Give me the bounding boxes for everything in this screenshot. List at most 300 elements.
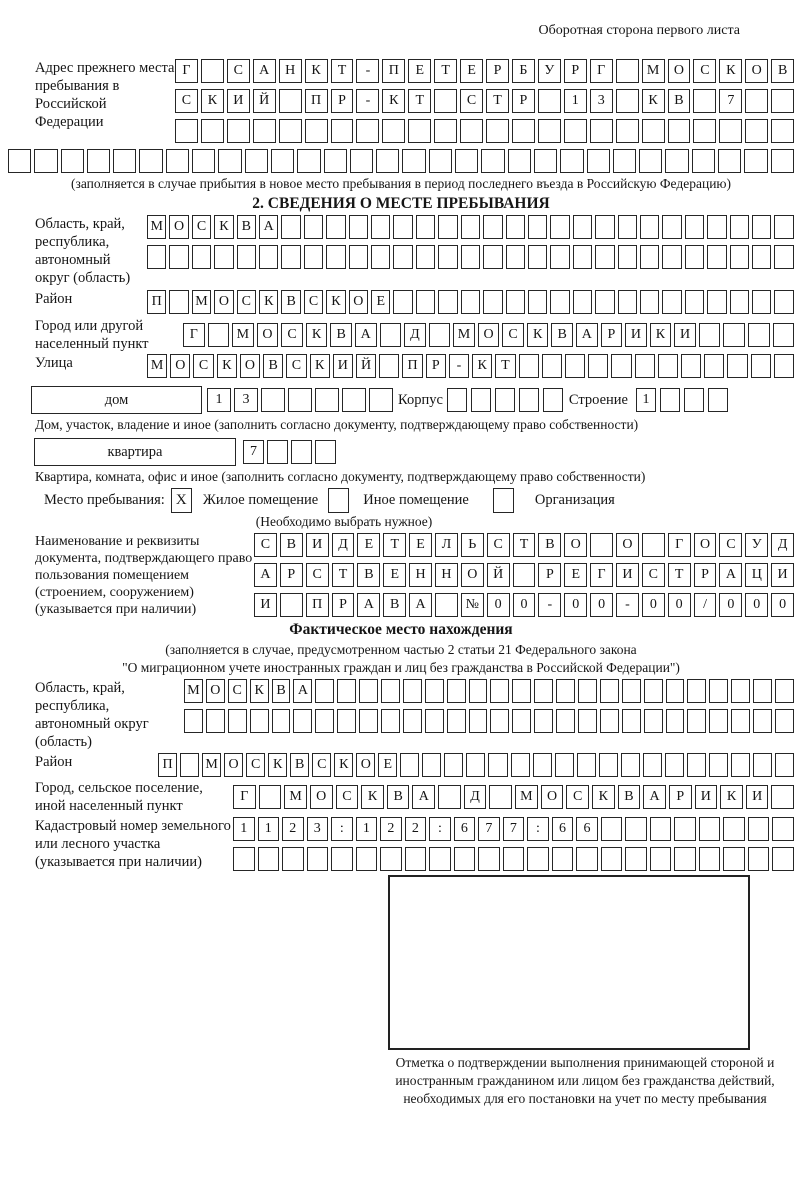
char-cell: [665, 149, 688, 173]
confirmation-stamp-box: [388, 875, 750, 1050]
char-cell: [556, 709, 575, 733]
char-cell: П: [158, 753, 177, 777]
char-cell: [684, 388, 704, 412]
char-cell: К: [592, 785, 615, 809]
char-cell: [639, 149, 662, 173]
char-cell: В: [618, 785, 641, 809]
char-cell: М: [192, 290, 211, 314]
cadastral-label: Кадастровый номер земельного или лесного участка (указывается при наличии): [35, 818, 231, 870]
char-cell: [618, 290, 637, 314]
char-cell: 0: [719, 593, 742, 617]
char-cell: [550, 245, 569, 269]
prev-address-cells-row1: [175, 59, 794, 83]
actual-district-label: Район: [35, 754, 73, 770]
char-cell: [169, 290, 188, 314]
char-cell: Г: [233, 785, 256, 809]
char-cell: [538, 119, 561, 143]
actual-region-label: Область, край, республика, автономный округ (область): [35, 680, 149, 750]
char-cell: А: [412, 785, 435, 809]
char-cell: [622, 709, 641, 733]
char-cell: [259, 245, 278, 269]
char-cell: [489, 785, 512, 809]
char-cell: [588, 354, 608, 378]
char-cell: К: [268, 753, 287, 777]
char-cell: [469, 709, 488, 733]
char-cell: И: [227, 89, 250, 113]
char-cell: [379, 354, 399, 378]
prev-address-block: [8, 59, 794, 143]
char-cell: [466, 753, 485, 777]
char-cell: У: [538, 59, 561, 83]
char-cell: [342, 388, 366, 412]
char-cell: В: [272, 679, 291, 703]
char-cell: Д: [332, 533, 355, 557]
char-cell: С: [642, 563, 665, 587]
char-cell: [748, 847, 770, 871]
char-cell: [771, 119, 794, 143]
char-cell: [258, 847, 280, 871]
actual-city-label: Город, сельское поселение, иной населенный пункт: [35, 780, 203, 814]
char-cell: [773, 323, 795, 347]
char-cell: [512, 119, 535, 143]
char-cell: [506, 215, 525, 239]
char-cell: [282, 847, 304, 871]
char-cell: И: [254, 593, 277, 617]
char-cell: [371, 215, 390, 239]
char-cell: [699, 817, 721, 841]
char-cell: [666, 679, 685, 703]
char-cell: М: [453, 323, 475, 347]
char-cell: [147, 245, 166, 269]
char-cell: [416, 215, 435, 239]
char-cell: [751, 354, 771, 378]
char-cell: Р: [331, 89, 354, 113]
char-cell: В: [281, 290, 300, 314]
char-cell: [625, 847, 647, 871]
char-cell: С: [487, 533, 510, 557]
char-cell: [434, 119, 457, 143]
char-cell: [744, 149, 767, 173]
char-cell: П: [306, 593, 329, 617]
char-cell: [512, 709, 531, 733]
char-cell: [34, 149, 57, 173]
char-cell: [731, 679, 750, 703]
char-cell: [753, 709, 772, 733]
char-cell: 7: [719, 89, 742, 113]
char-cell: 7: [478, 817, 500, 841]
char-cell: [685, 290, 704, 314]
char-cell: С: [304, 290, 323, 314]
section2-city-block: [8, 317, 794, 353]
char-cell: О: [214, 290, 233, 314]
section2-street-cells: [147, 354, 794, 378]
char-cell: А: [576, 323, 598, 347]
char-cell: [707, 215, 726, 239]
char-cell: Г: [668, 533, 691, 557]
char-cell: [687, 753, 706, 777]
char-cell: [565, 354, 585, 378]
cadastral-grids: [233, 817, 794, 871]
char-cell: [253, 119, 276, 143]
section2-region-block: [8, 215, 794, 287]
char-cell: [280, 593, 303, 617]
char-cell: [272, 709, 291, 733]
char-cell: [564, 119, 587, 143]
char-cell: [534, 149, 557, 173]
char-cell: Г: [590, 59, 613, 83]
char-cell: [613, 149, 636, 173]
char-cell: В: [280, 533, 303, 557]
char-cell: [350, 149, 373, 173]
char-cell: С: [336, 785, 359, 809]
char-cell: [772, 817, 794, 841]
char-cell: [644, 679, 663, 703]
actual-region-cells-row2: [184, 709, 794, 733]
char-cell: 2: [282, 817, 304, 841]
char-cell: [495, 388, 515, 412]
char-cell: Н: [279, 59, 302, 83]
char-cell: [435, 593, 458, 617]
char-cell: [662, 215, 681, 239]
char-cell: [416, 290, 435, 314]
char-cell: [281, 245, 300, 269]
char-cell: [771, 149, 794, 173]
char-cell: [288, 388, 312, 412]
char-cell: К: [382, 89, 405, 113]
char-cell: [687, 709, 706, 733]
char-cell: [488, 753, 507, 777]
char-cell: [359, 709, 378, 733]
char-cell: [692, 149, 715, 173]
char-cell: [324, 149, 347, 173]
char-cell: [774, 290, 793, 314]
char-cell: [752, 215, 771, 239]
char-cell: К: [305, 59, 328, 83]
char-cell: С: [227, 59, 250, 83]
char-cell: [376, 149, 399, 173]
char-cell: -: [356, 89, 379, 113]
char-cell: [616, 119, 639, 143]
char-cell: [666, 709, 685, 733]
char-cell: [640, 215, 659, 239]
checkbox-other-premises: [328, 488, 349, 513]
char-cell: [550, 215, 569, 239]
page-corner-note: Оборотная сторона первого листа: [538, 23, 740, 38]
cadastral-cells-row2: [233, 847, 794, 871]
char-cell: [642, 119, 665, 143]
char-cell: О: [478, 323, 500, 347]
char-cell: [752, 245, 771, 269]
cadastral-block: [8, 817, 794, 871]
char-cell: Н: [409, 563, 432, 587]
char-cell: [506, 290, 525, 314]
char-cell: [542, 354, 562, 378]
char-cell: К: [250, 679, 269, 703]
char-cell: [166, 149, 189, 173]
char-cell: [662, 290, 681, 314]
char-cell: И: [306, 533, 329, 557]
section2-city-cells: [183, 323, 794, 347]
char-cell: [326, 215, 345, 239]
char-cell: [578, 709, 597, 733]
char-cell: [486, 119, 509, 143]
checkbox-residential: X: [171, 488, 192, 513]
char-cell: О: [169, 215, 188, 239]
actual-location-title: Фактическое место нахождения: [289, 621, 513, 638]
char-cell: :: [331, 817, 353, 841]
char-cell: [139, 149, 162, 173]
char-cell: Е: [383, 563, 406, 587]
char-cell: [315, 709, 334, 733]
char-cell: [622, 679, 641, 703]
char-cell: [359, 679, 378, 703]
char-cell: -: [449, 354, 469, 378]
house-number-cells: [207, 388, 393, 412]
stroenie-label: Строение: [568, 392, 628, 408]
char-cell: 0: [564, 593, 587, 617]
actual-location-subtitle1: (заполняется в случае, предусмотренном частью 2 статьи 21 Федерального закона: [165, 642, 637, 657]
house-note: Дом, участок, владение и иное (заполнить согласно документу, подтверждающему право собственности): [35, 417, 639, 432]
char-cell: С: [175, 89, 198, 113]
char-cell: 2: [380, 817, 402, 841]
char-cell: [699, 847, 721, 871]
document-cells-row3: [254, 593, 794, 617]
document-block: [8, 533, 794, 618]
apartment-row: [8, 438, 794, 466]
char-cell: [573, 245, 592, 269]
option-organization-label: Организация: [534, 492, 615, 508]
char-cell: [245, 149, 268, 173]
char-cell: Т: [513, 533, 536, 557]
char-cell: [438, 245, 457, 269]
char-cell: Г: [175, 59, 198, 83]
char-cell: [483, 215, 502, 239]
char-cell: [512, 679, 531, 703]
char-cell: М: [184, 679, 203, 703]
char-cell: [429, 149, 452, 173]
char-cell: [772, 847, 794, 871]
char-cell: 1: [636, 388, 656, 412]
char-cell: П: [305, 89, 328, 113]
char-cell: К: [310, 354, 330, 378]
char-cell: [707, 245, 726, 269]
char-cell: 1: [233, 817, 255, 841]
char-cell: [601, 817, 623, 841]
char-cell: [616, 89, 639, 113]
char-cell: [416, 245, 435, 269]
confirmation-stamp-caption: Отметка о подтверждении выполнения принимающей стороной и иностранным гражданином или лицом без гражданства действий, необходимых для его постановки на учет по месту пребывания: [395, 1055, 775, 1106]
char-cell: [405, 847, 427, 871]
char-cell: [640, 245, 659, 269]
char-cell: [513, 563, 536, 587]
char-cell: О: [461, 563, 484, 587]
actual-region-cells-row1: [184, 679, 794, 703]
char-cell: [438, 215, 457, 239]
char-cell: [693, 119, 716, 143]
char-cell: Т: [668, 563, 691, 587]
stay-type-note: (Необходимо выбрать нужное): [255, 514, 433, 529]
char-cell: [218, 149, 241, 173]
char-cell: [685, 215, 704, 239]
char-cell: Р: [538, 563, 561, 587]
section2-district-cells: [147, 290, 794, 314]
char-cell: [534, 709, 553, 733]
char-cell: 0: [642, 593, 665, 617]
char-cell: [192, 149, 215, 173]
char-cell: О: [224, 753, 243, 777]
char-cell: [658, 354, 678, 378]
checkbox-organization: [493, 488, 514, 513]
char-cell: Р: [512, 89, 535, 113]
char-cell: [709, 679, 728, 703]
section2-region-cells-row2: [147, 245, 794, 269]
char-cell: [304, 215, 323, 239]
char-cell: [315, 679, 334, 703]
char-cell: [681, 354, 701, 378]
char-cell: Ц: [745, 563, 768, 587]
char-cell: [208, 323, 230, 347]
char-cell: [331, 847, 353, 871]
char-cell: К: [334, 753, 353, 777]
char-cell: А: [357, 593, 380, 617]
char-cell: И: [674, 323, 696, 347]
char-cell: Б: [512, 59, 535, 83]
char-cell: 0: [487, 593, 510, 617]
char-cell: [113, 149, 136, 173]
char-cell: [662, 245, 681, 269]
char-cell: С: [460, 89, 483, 113]
char-cell: [180, 753, 199, 777]
prev-address-cells-row3: [175, 119, 794, 143]
char-cell: [214, 245, 233, 269]
char-cell: О: [206, 679, 225, 703]
char-cell: [481, 149, 504, 173]
char-cell: 3: [590, 89, 613, 113]
char-cell: 0: [771, 593, 794, 617]
char-cell: И: [625, 323, 647, 347]
char-cell: [508, 149, 531, 173]
char-cell: К: [472, 354, 492, 378]
char-cell: О: [240, 354, 260, 378]
char-cell: О: [668, 59, 691, 83]
char-cell: [380, 323, 402, 347]
char-cell: [291, 440, 312, 464]
char-cell: [745, 89, 768, 113]
char-cell: [483, 290, 502, 314]
char-cell: С: [312, 753, 331, 777]
char-cell: [201, 119, 224, 143]
char-cell: О: [310, 785, 333, 809]
actual-region-block: [8, 679, 794, 751]
char-cell: В: [551, 323, 573, 347]
char-cell: [578, 679, 597, 703]
char-cell: С: [254, 533, 277, 557]
char-cell: [315, 440, 336, 464]
char-cell: Т: [495, 354, 515, 378]
char-cell: [528, 215, 547, 239]
char-cell: [483, 245, 502, 269]
char-cell: [723, 847, 745, 871]
char-cell: 0: [590, 593, 613, 617]
char-cell: 1: [207, 388, 231, 412]
char-cell: [279, 89, 302, 113]
section2-region-cells-row1: [147, 215, 794, 239]
char-cell: К: [306, 323, 328, 347]
char-cell: М: [232, 323, 254, 347]
korpus-label: Корпус: [398, 392, 443, 408]
char-cell: А: [293, 679, 312, 703]
char-cell: О: [257, 323, 279, 347]
char-cell: В: [290, 753, 309, 777]
char-cell: Й: [253, 89, 276, 113]
char-cell: [775, 753, 794, 777]
char-cell: И: [333, 354, 353, 378]
char-cell: М: [515, 785, 538, 809]
stroenie-cells: [636, 388, 728, 412]
char-cell: -: [356, 59, 379, 83]
char-cell: [640, 290, 659, 314]
char-cell: [642, 533, 665, 557]
char-cell: Д: [771, 533, 794, 557]
char-cell: [454, 847, 476, 871]
apartment-note: Квартира, комната, офис и иное (заполнить согласно документу, подтверждающему право собственности): [35, 469, 646, 484]
char-cell: [660, 388, 680, 412]
actual-city-cells: [233, 785, 794, 809]
char-cell: В: [330, 323, 352, 347]
prev-address-note: (заполняется в случае прибытия в новое место пребывания в период последнего въезда в Российскую Федерацию): [70, 176, 732, 191]
house-box-label: дом: [31, 386, 202, 414]
char-cell: [635, 354, 655, 378]
char-cell: С: [237, 290, 256, 314]
house-row: [8, 386, 794, 414]
char-cell: [718, 149, 741, 173]
char-cell: [478, 847, 500, 871]
char-cell: [403, 709, 422, 733]
char-cell: [381, 709, 400, 733]
char-cell: [643, 753, 662, 777]
option-residential-label: Жилое помещение: [202, 492, 319, 508]
char-cell: М: [642, 59, 665, 83]
char-cell: В: [668, 89, 691, 113]
char-cell: П: [147, 290, 166, 314]
char-cell: Т: [434, 59, 457, 83]
char-cell: [528, 290, 547, 314]
char-cell: [753, 753, 772, 777]
char-cell: [573, 215, 592, 239]
char-cell: [461, 245, 480, 269]
section2-district-block: [8, 290, 794, 314]
char-cell: [337, 709, 356, 733]
char-cell: [771, 89, 794, 113]
char-cell: [674, 847, 696, 871]
char-cell: Т: [331, 59, 354, 83]
char-cell: [201, 59, 224, 83]
document-cells-row1: [254, 533, 794, 557]
char-cell: В: [387, 785, 410, 809]
char-cell: В: [263, 354, 283, 378]
char-cell: Р: [426, 354, 446, 378]
char-cell: [460, 119, 483, 143]
char-cell: [601, 847, 623, 871]
char-cell: 2: [405, 817, 427, 841]
char-cell: С: [693, 59, 716, 83]
char-cell: -: [538, 593, 561, 617]
char-cell: [349, 215, 368, 239]
char-cell: [461, 215, 480, 239]
section2-street-block: [8, 354, 794, 378]
char-cell: [543, 388, 563, 412]
char-cell: К: [650, 323, 672, 347]
